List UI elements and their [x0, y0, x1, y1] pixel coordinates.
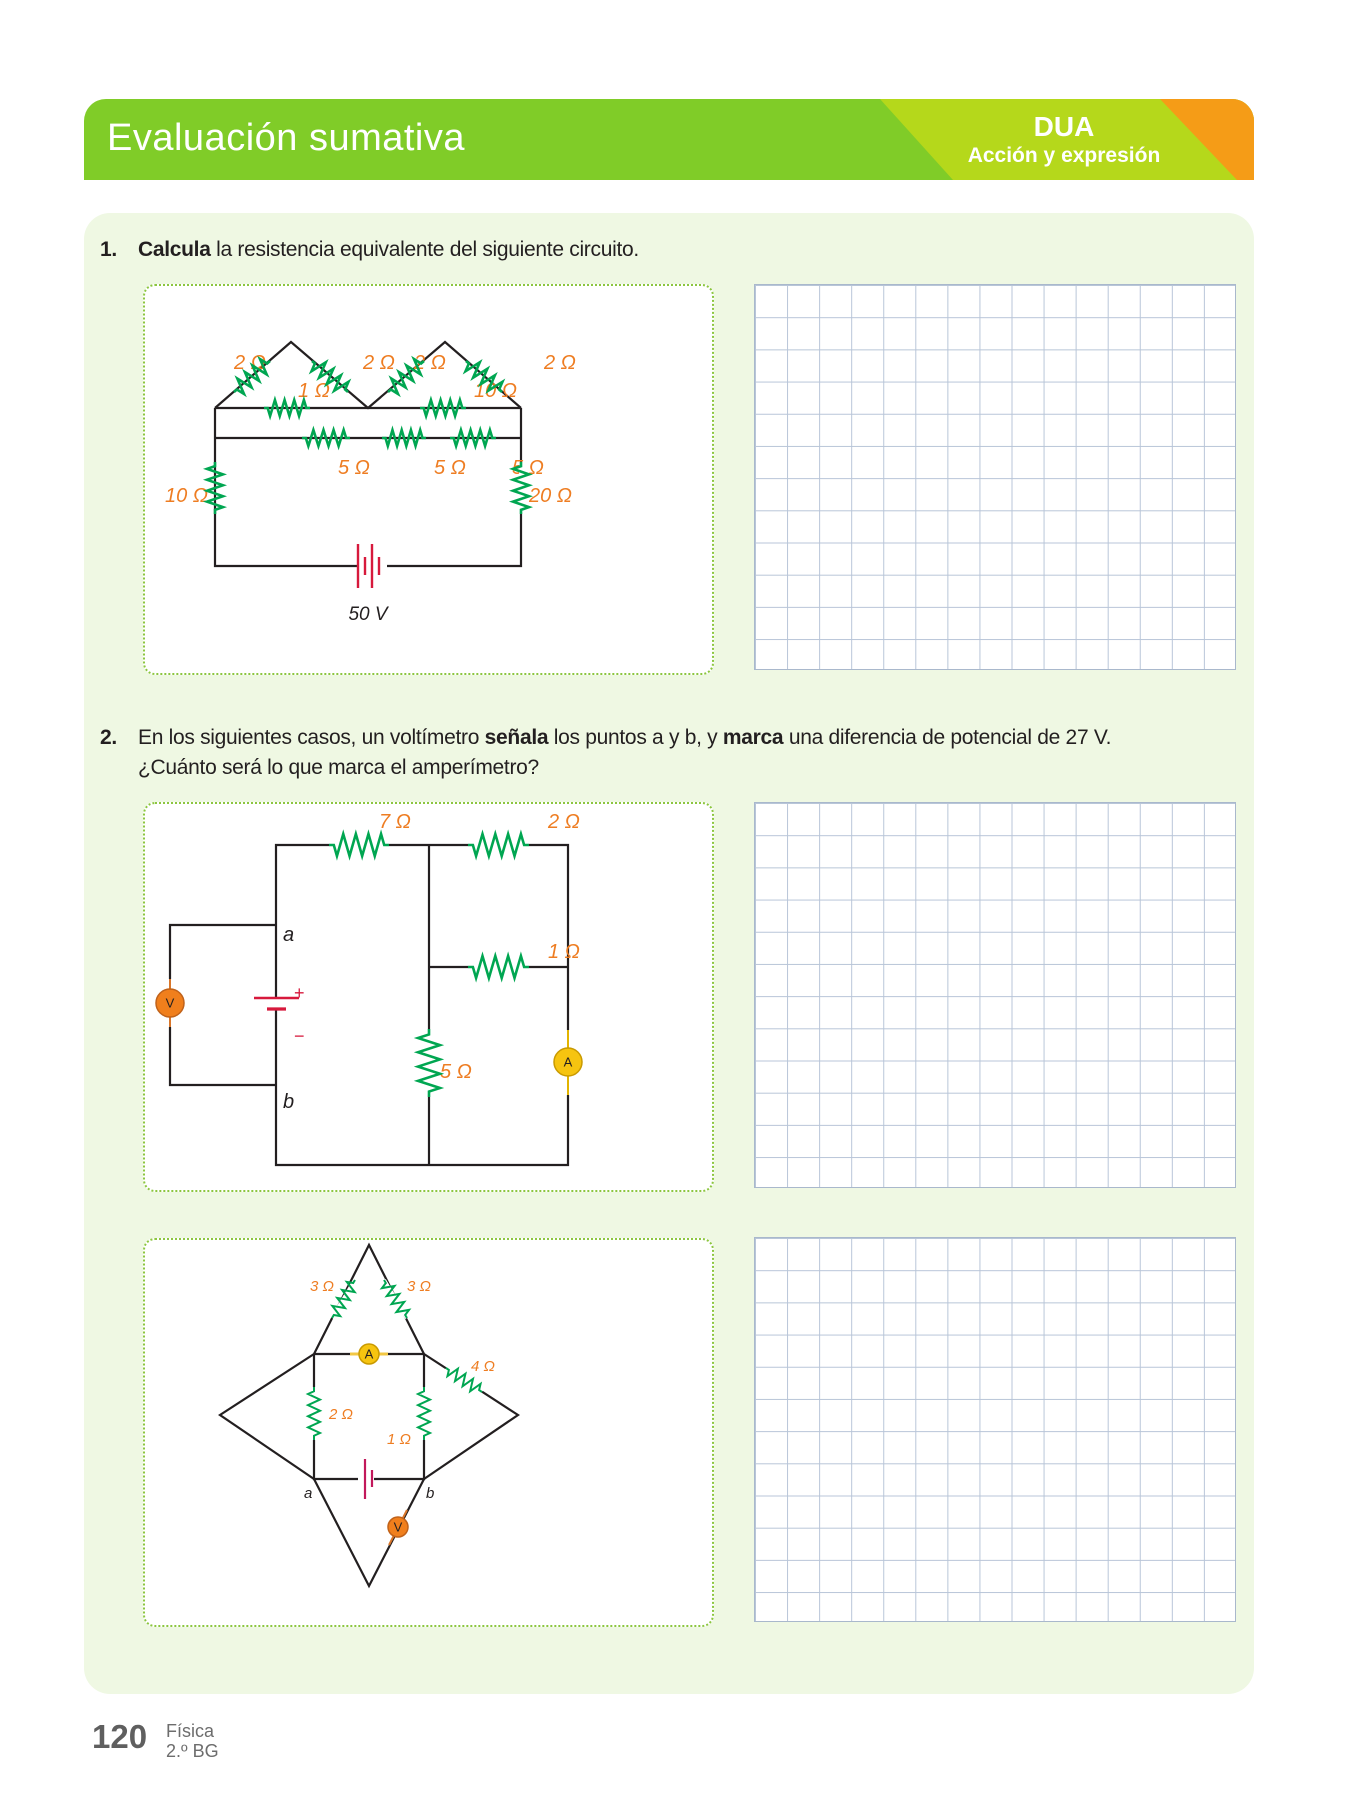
answer-grid-1[interactable] — [754, 284, 1236, 670]
resistor-label: 5 Ω — [440, 1061, 472, 1083]
resistor-label: 1 Ω — [298, 380, 330, 402]
wire — [220, 1354, 314, 1479]
resistor-label: 1 Ω — [548, 941, 580, 963]
circuit-1-diagram — [143, 284, 718, 679]
resistor — [468, 834, 529, 856]
question-emphasis: marca — [722, 726, 784, 749]
resistor — [468, 956, 529, 978]
resistor-label: 2 Ω — [363, 352, 395, 374]
node-a-label: a — [283, 924, 295, 946]
voltmeter — [388, 1517, 408, 1537]
node-b-label: b — [426, 1485, 435, 1502]
node-b-label: b — [283, 1091, 295, 1113]
ammeter-label: A — [364, 1346, 374, 1362]
answer-grid-2[interactable] — [754, 802, 1236, 1188]
footer-subject — [166, 1721, 219, 1761]
resistor-label: 4 Ω — [471, 1358, 495, 1375]
resistor-label: 10 Ω — [165, 485, 209, 507]
minus-sign: − — [294, 1026, 305, 1046]
question-text: la resistencia equivalente del siguiente circuito. — [210, 238, 639, 261]
circuit-2a-box — [143, 802, 714, 1192]
resistor-label: 5 Ω — [338, 457, 370, 479]
dua-badge-title: DUA — [1033, 111, 1095, 142]
subject-name: Física — [166, 1721, 215, 1741]
resistor-label: 20 Ω — [529, 485, 573, 507]
wire — [387, 408, 521, 566]
wire — [215, 408, 357, 566]
question-2 — [100, 723, 1240, 783]
question-text: En los siguientes casos, un voltímetro — [138, 726, 485, 749]
wire — [314, 1245, 424, 1354]
resistor-label: 3 Ω — [407, 1278, 431, 1295]
resistor-label: 2 Ω — [329, 1406, 353, 1423]
voltmeter-label: V — [393, 1519, 403, 1535]
resistor — [418, 1029, 440, 1097]
grade-level: 2.º BG — [166, 1741, 219, 1761]
circuit-2a-diagram — [143, 802, 718, 1196]
resistor-label: 7 Ω — [379, 811, 411, 833]
resistor-label: 5 Ω — [434, 457, 466, 479]
section-header — [84, 99, 1254, 180]
question-text: una diferencia de potencial de 27 V. — [783, 726, 1112, 749]
question-number: 1. — [100, 238, 117, 261]
resistor-label: 2 Ω — [234, 352, 266, 374]
question-number: 2. — [100, 726, 117, 749]
ammeter — [554, 1048, 582, 1076]
resistor — [329, 834, 389, 856]
source-voltage-label: 50 V — [348, 604, 388, 625]
section-title: Evaluación sumativa — [107, 117, 466, 159]
plus-sign: + — [294, 983, 305, 1003]
resistor-label: 5 Ω — [512, 457, 544, 479]
question-text: ¿Cuánto será lo que marca el amperímetro? — [138, 756, 539, 779]
node-a-label: a — [304, 1485, 313, 1502]
question-emphasis: señala — [484, 726, 549, 749]
resistor-label: 2 Ω — [414, 352, 446, 374]
wire — [529, 845, 568, 1030]
circuit-2b-diagram — [143, 1238, 718, 1631]
question-1 — [100, 235, 639, 265]
resistor-label: 2 Ω — [548, 811, 580, 833]
resistor-label: 10 Ω — [474, 380, 518, 402]
wire — [276, 1009, 568, 1165]
circuit-1-box — [143, 284, 714, 675]
resistor-label: 3 Ω — [310, 1278, 334, 1295]
wire — [170, 1027, 276, 1085]
question-verb: Calcula — [138, 238, 211, 261]
ammeter-label: A — [563, 1054, 573, 1070]
answer-grid-3[interactable] — [754, 1237, 1236, 1622]
wire — [170, 925, 276, 979]
wire — [276, 845, 329, 998]
ammeter — [359, 1344, 379, 1364]
circuit-2b-box — [143, 1238, 714, 1627]
question-text: los puntos a y b, y — [548, 726, 723, 749]
voltmeter — [156, 989, 184, 1017]
dua-badge-subtitle: Acción y expresión — [967, 144, 1161, 167]
resistor-label: 1 Ω — [387, 1431, 411, 1448]
wire — [314, 1479, 424, 1586]
voltmeter-label: V — [165, 995, 175, 1011]
page-number: 120 — [92, 1718, 148, 1755]
resistor-label: 2 Ω — [544, 352, 576, 374]
